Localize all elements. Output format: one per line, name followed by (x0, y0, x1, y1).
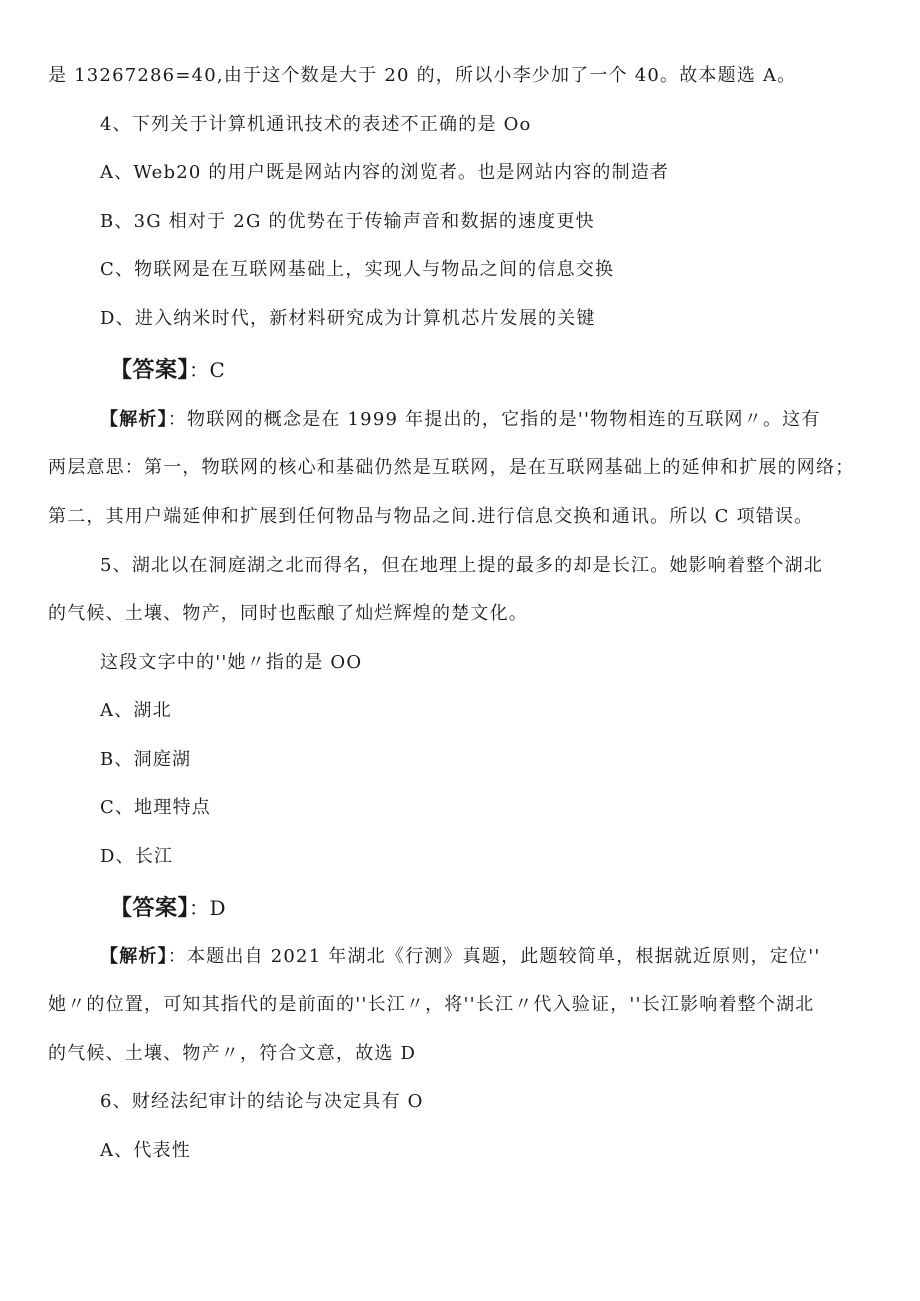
q4-explanation-line-3: 第二，其用户端延伸和扩展到任何物品与物品之间.进行信息交换和通讯。所以 C 项错误。 (48, 506, 814, 527)
answer-value: ：D (189, 896, 227, 920)
q5-option-c: C、地理特点 (100, 797, 211, 818)
q3-conclusion: 是 13267286=40,由于这个数是大于 20 的，所以小李少加了一个 40。故本题选 A。 (48, 65, 797, 86)
q5-passage-line-2: 的气候、土壤、物产，同时也酝酿了灿烂辉煌的楚文化。 (48, 603, 528, 624)
q5-explanation-line-2: 她〃的位置，可知其指代的是前面的''长江〃，将''长江〃代入验证，''长江影响着整个湖北 (48, 994, 815, 1015)
q5-option-a: A、湖北 (100, 700, 172, 721)
answer-label: 【答案】 (110, 358, 190, 383)
q5-passage-line-1: 5、湖北以在洞庭湖之北而得名，但在地理上提的最多的却是长江。她影响着整个湖北 (100, 555, 824, 576)
explanation-text: ：本题出自 2021 年湖北《行测》真题，此题较简单，根据就近原则，定位'' (167, 946, 821, 967)
explanation-label: 【解析】 (100, 946, 168, 967)
q4-option-d: D、进入纳米时代，新材料研究成为计算机芯片发展的关键 (100, 308, 596, 329)
q4-option-c: C、物联网是在互联网基础上，实现人与物品之间的信息交换 (100, 259, 615, 280)
answer-value: ：C (189, 358, 226, 382)
explanation-text: ：物联网的概念是在 1999 年提出的，它指的是''物物相连的互联网〃。这有 (167, 409, 821, 430)
q4-answer (110, 358, 225, 383)
q4-option-b: B、3G 相对于 2G 的优势在于传输声音和数据的速度更快 (100, 211, 595, 232)
q5-explanation-line-3: 的气候、土壤、物产〃，符合文意，故选 D (48, 1043, 417, 1064)
q6-option-a: A、代表性 (100, 1140, 191, 1161)
q5-answer (110, 896, 226, 921)
answer-label: 【答案】 (110, 896, 190, 921)
q4-option-a: A、Web20 的用户既是网站内容的浏览者。也是网站内容的制造者 (100, 162, 670, 183)
q5-option-b: B、洞庭湖 (100, 749, 192, 770)
explanation-label: 【解析】 (100, 409, 168, 430)
q4-explanation-line-1 (100, 408, 821, 432)
q4-stem: 4、下列关于计算机通讯技术的表述不正确的是 Oo (100, 114, 532, 135)
q6-stem: 6、财经法纪审计的结论与决定具有 O (100, 1091, 424, 1112)
q5-stem: 这段文字中的''她〃指的是 OO (100, 652, 363, 673)
q4-explanation-line-2: 两层意思：第一，物联网的核心和基础仍然是互联网，是在互联网基础上的延伸和扩展的网络； (48, 457, 855, 478)
q5-option-d: D、长江 (100, 846, 174, 867)
q5-explanation-line-1 (100, 945, 821, 969)
